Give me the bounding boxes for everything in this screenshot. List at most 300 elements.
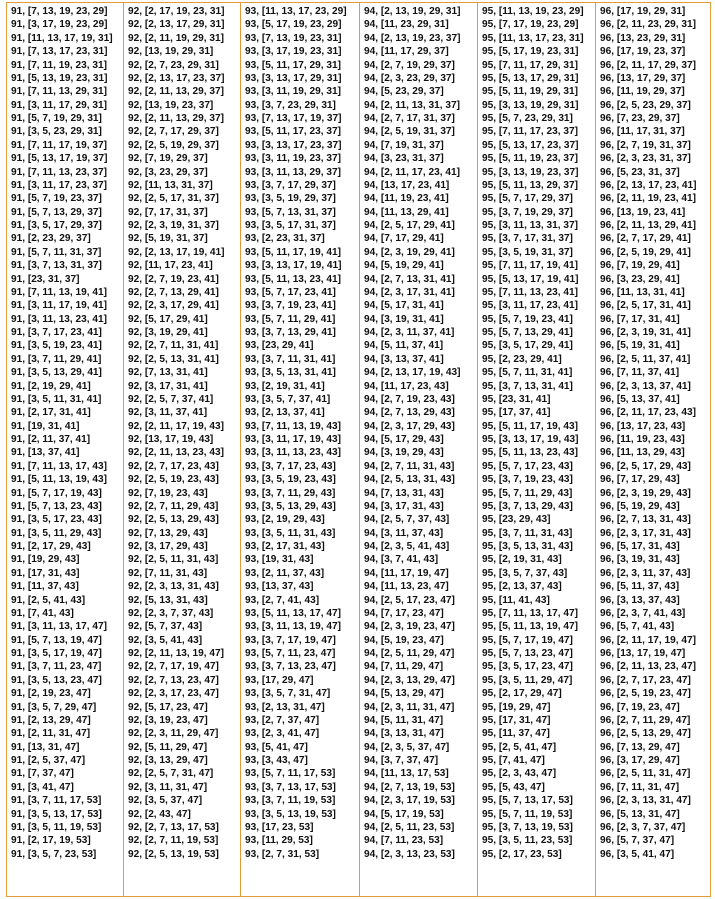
table-entry: 92, [2, 13, 17, 19, 41] [128, 246, 225, 258]
table-entry: 93, [7, 13, 17, 19, 37] [245, 113, 342, 124]
table-entry: 91, [5, 7, 19, 23, 37] [11, 193, 102, 205]
table-entry: 92, [2, 5, 19, 29, 37] [128, 139, 219, 151]
table-entry: 94, [3, 19, 29, 43] [364, 447, 444, 459]
table-entry: 92, [13, 19, 23, 37] [128, 99, 214, 111]
table-entry: 96, [2, 7, 17, 29, 41] [600, 233, 691, 245]
table-entry: 94, [2, 3, 17, 29, 43] [364, 420, 455, 432]
table-entry: 96, [2, 5, 11, 31, 47] [600, 768, 691, 780]
table-entry: 92, [3, 19, 29, 41] [128, 327, 208, 338]
table-entry: 95, [3, 13, 19, 23, 37] [482, 166, 579, 178]
table-entry: 96, [3, 17, 29, 47] [600, 755, 680, 766]
table-entry: 91, [3, 5, 13, 29, 41] [11, 367, 102, 379]
table-entry: 94, [2, 3, 23, 29, 37] [364, 72, 455, 84]
table-entry: 94, [2, 5, 7, 37, 43] [364, 514, 450, 526]
table-entry: 92, [2, 5, 13, 19, 53] [128, 848, 219, 860]
table-entry: 94, [2, 11, 13, 31, 37] [364, 99, 460, 111]
table-entry: 94, [2, 3, 17, 19, 53] [364, 795, 455, 807]
table-entry: 92, [13, 17, 19, 43] [128, 434, 214, 445]
table-entry: 94, [2, 3, 17, 31, 41] [364, 286, 455, 298]
table-entry: 91, [19, 31, 41] [11, 420, 80, 432]
table-entry: 96, [2, 11, 13, 23, 47] [600, 661, 696, 673]
table-entry: 91, [3, 5, 13, 17, 53] [11, 808, 102, 820]
table-entry: 94, [2, 7, 11, 31, 43] [364, 460, 455, 472]
table-entry: 96, [5, 11, 37, 43] [600, 581, 680, 593]
table-entry: 94, [5, 17, 19, 53] [364, 808, 444, 820]
table-entry: 93, [3, 7, 11, 19, 53] [245, 795, 336, 807]
table-entry: 92, [2, 5, 17, 31, 37] [128, 193, 219, 205]
table-entry: 96, [7, 11, 31, 47] [600, 781, 680, 793]
table-entry: 96, [7, 13, 29, 47] [600, 741, 680, 753]
table-entry: 93, [3, 7, 19, 23, 41] [245, 300, 336, 312]
table-entry: 96, [11, 19, 23, 43] [600, 434, 685, 445]
table-entry: 93, [5, 17, 19, 23, 29] [245, 19, 342, 31]
table-entry: 92, [2, 7, 17, 23, 43] [128, 460, 219, 472]
table-entry: 96, [2, 5, 11, 37, 41] [600, 353, 691, 365]
table-entry: 91, [3, 41, 47] [11, 781, 74, 793]
table-entry: 96, [3, 5, 41, 47] [600, 848, 675, 860]
table-entry: 94, [3, 17, 31, 43] [364, 500, 444, 512]
table-entry: 92, [2, 43, 47] [128, 808, 191, 820]
table-entry: 96, [2, 13, 17, 23, 41] [600, 179, 697, 191]
table-entry: 93, [13, 37, 43] [245, 581, 314, 593]
table-entry: 91, [3, 7, 11, 29, 41] [11, 353, 102, 365]
table-entry: 94, [2, 5, 19, 31, 37] [364, 126, 455, 138]
table-entry: 92, [3, 5, 37, 47] [128, 795, 203, 807]
table-entry: 96, [7, 19, 29, 41] [600, 260, 680, 272]
table-entry: 95, [3, 7, 13, 19, 53] [482, 821, 573, 833]
table-entry: 95, [23, 29, 43] [482, 514, 551, 526]
table-entry: 92, [2, 3, 17, 23, 47] [128, 688, 219, 700]
table-entry: 92, [2, 7, 11, 31, 41] [128, 340, 219, 352]
table-entry: 93, [3, 13, 17, 23, 37] [245, 139, 342, 151]
table-entry: 95, [5, 7, 13, 17, 53] [482, 795, 573, 807]
table-entry: 92, [2, 5, 19, 23, 43] [128, 474, 219, 486]
table-entry: 96, [5, 13, 31, 47] [600, 808, 680, 820]
table-entry: 94, [2, 7, 13, 19, 53] [364, 781, 455, 793]
table-entry: 94, [11, 19, 23, 41] [364, 193, 449, 205]
table-entry: 93, [5, 7, 11, 23, 47] [245, 648, 336, 659]
prime-partition-table [6, 2, 711, 897]
table-entry: 95, [7, 11, 17, 29, 31] [482, 59, 578, 71]
table-entry: 92, [3, 17, 29, 43] [128, 541, 208, 552]
table-entry: 92, [3, 17, 31, 41] [128, 380, 208, 392]
table-entry: 95, [11, 37, 47] [482, 728, 550, 740]
table-entry: 95, [2, 23, 29, 41] [482, 353, 562, 365]
table-entry: 94, [5, 17, 31, 41] [364, 300, 444, 312]
table-entry: 91, [13, 37, 41] [11, 447, 80, 459]
table-entry: 93, [2, 13, 37, 41] [245, 407, 325, 419]
table-entry: 96, [2, 3, 23, 31, 37] [600, 153, 691, 165]
table-entry: 93, [3, 11, 13, 23, 43] [245, 447, 341, 459]
table-entry: 91, [3, 11, 17, 29, 31] [11, 99, 107, 111]
table-entry: 91, [3, 5, 13, 23, 47] [11, 674, 102, 686]
table-entry: 96, [2, 11, 19, 23, 41] [600, 193, 696, 205]
table-entry: 93, [5, 41, 47] [245, 741, 308, 753]
table-entry: 91, [7, 37, 47] [11, 768, 74, 780]
table-entry: 95, [2, 13, 37, 43] [482, 581, 562, 593]
table-entry: 95, [5, 43, 47] [482, 781, 545, 793]
table-entry: 92, [13, 19, 29, 31] [128, 46, 214, 58]
table-entry: 92, [5, 17, 29, 41] [128, 313, 208, 325]
table-entry: 92, [2, 5, 13, 29, 43] [128, 514, 219, 526]
table-entry: 94, [2, 7, 13, 29, 43] [364, 407, 455, 419]
table-entry: 94, [5, 13, 29, 47] [364, 688, 444, 700]
table-entry: 93, [3, 5, 13, 31, 41] [245, 367, 336, 379]
table-entry: 96, [2, 11, 17, 29, 37] [600, 59, 696, 71]
table-entry: 92, [2, 13, 17, 29, 31] [128, 19, 225, 31]
table-entry: 96, [3, 23, 29, 41] [600, 273, 680, 285]
table-entry: 92, [2, 7, 13, 29, 41] [128, 286, 219, 298]
table-entry: 92, [2, 3, 19, 31, 37] [128, 220, 219, 231]
table-entry: 95, [2, 3, 43, 47] [482, 768, 557, 780]
table-entry: 91, [7, 11, 13, 23, 37] [11, 166, 107, 178]
table-entry: 93, [5, 11, 17, 23, 37] [245, 126, 341, 138]
table-entry: 93, [2, 3, 41, 47] [245, 728, 320, 740]
table-entry: 91, [3, 11, 13, 23, 41] [11, 313, 107, 325]
table-entry: 93, [5, 7, 17, 23, 41] [245, 286, 336, 298]
table-entry: 91, [7, 11, 17, 19, 37] [11, 139, 107, 151]
table-entry: 94, [7, 17, 23, 47] [364, 607, 444, 619]
table-entry: 91, [3, 7, 11, 23, 47] [11, 661, 102, 673]
column-94 [360, 3, 478, 896]
table-entry: 95, [3, 7, 19, 29, 37] [482, 206, 573, 218]
table-entry: 96, [2, 7, 17, 23, 47] [600, 674, 691, 686]
table-entry: 93, [3, 7, 11, 29, 43] [245, 487, 336, 499]
table-entry: 91, [3, 5, 19, 23, 41] [11, 340, 102, 352]
table-entry: 94, [5, 19, 23, 47] [364, 634, 444, 646]
table-entry: 94, [7, 13, 31, 43] [364, 487, 444, 499]
table-entry: 96, [5, 17, 31, 43] [600, 541, 680, 552]
table-entry: 96, [2, 5, 17, 31, 41] [600, 300, 691, 312]
table-entry: 92, [2, 7, 23, 29, 31] [128, 59, 219, 71]
table-entry: 92, [7, 19, 23, 43] [128, 487, 208, 499]
table-entry: 95, [3, 13, 17, 19, 43] [482, 434, 579, 445]
table-entry: 96, [2, 3, 19, 31, 41] [600, 327, 691, 338]
table-entry: 95, [11, 13, 17, 23, 31] [482, 32, 584, 44]
table-entry: 94, [2, 7, 17, 31, 37] [364, 113, 455, 124]
table-entry: 93, [3, 11, 13, 19, 47] [245, 621, 341, 633]
table-entry: 94, [2, 13, 19, 29, 31] [364, 6, 461, 17]
table-entry: 92, [2, 11, 19, 29, 31] [128, 32, 224, 44]
table-entry: 96, [3, 19, 31, 43] [600, 554, 680, 566]
table-entry: 96, [5, 7, 37, 47] [600, 835, 675, 847]
table-entry: 92, [2, 3, 11, 29, 47] [128, 728, 219, 740]
table-entry: 93, [2, 19, 31, 41] [245, 380, 325, 392]
table-entry: 94, [11, 13, 29, 41] [364, 206, 449, 218]
table-entry: 96, [7, 19, 23, 47] [600, 701, 680, 713]
table-entry: 95, [5, 11, 13, 29, 37] [482, 179, 578, 191]
table-entry: 96, [13, 17, 29, 37] [600, 72, 686, 84]
table-entry: 96, [13, 19, 23, 41] [600, 206, 686, 218]
table-entry: 94, [2, 5, 11, 23, 53] [364, 821, 455, 833]
table-entry: 91, [2, 19, 29, 41] [11, 380, 91, 392]
table-entry: 93, [3, 43, 47] [245, 755, 308, 766]
table-entry: 96, [7, 11, 37, 41] [600, 367, 680, 379]
table-entry: 96, [7, 23, 29, 37] [600, 113, 680, 124]
table-entry: 91, [7, 41, 43] [11, 607, 74, 619]
table-entry: 95, [5, 7, 19, 23, 41] [482, 313, 573, 325]
table-entry: 92, [2, 7, 13, 17, 53] [128, 821, 219, 833]
table-entry: 93, [3, 5, 13, 29, 43] [245, 500, 336, 512]
table-entry: 95, [2, 17, 29, 47] [482, 688, 562, 700]
table-entry: 94, [2, 3, 5, 37, 47] [364, 741, 450, 753]
table-entry: 92, [7, 11, 31, 43] [128, 567, 208, 579]
table-entry: 96, [2, 5, 19, 29, 41] [600, 246, 691, 258]
table-entry: 94, [2, 5, 13, 31, 43] [364, 474, 455, 486]
table-entry: 95, [3, 7, 13, 29, 43] [482, 500, 573, 512]
table-entry: 95, [5, 7, 23, 29, 31] [482, 113, 573, 124]
table-entry: 94, [5, 11, 31, 47] [364, 714, 444, 726]
column-95 [478, 3, 596, 896]
table-entry: 91, [2, 5, 37, 47] [11, 755, 86, 766]
table-entry: 96, [11, 13, 29, 43] [600, 447, 685, 459]
table-entry: 95, [3, 5, 17, 23, 47] [482, 661, 573, 673]
table-entry: 91, [2, 19, 23, 47] [11, 688, 91, 700]
table-entry: 91, [5, 7, 13, 23, 43] [11, 500, 102, 512]
table-entry: 92, [2, 11, 13, 23, 43] [128, 447, 224, 459]
table-entry: 92, [11, 17, 23, 41] [128, 260, 213, 272]
table-entry: 91, [3, 5, 7, 29, 47] [11, 701, 97, 713]
table-entry: 94, [3, 13, 31, 47] [364, 728, 444, 740]
table-entry: 94, [7, 11, 23, 53] [364, 835, 444, 847]
table-entry: 95, [2, 5, 41, 47] [482, 741, 557, 753]
table-entry: 92, [5, 13, 31, 43] [128, 594, 208, 606]
table-entry: 95, [3, 7, 17, 31, 37] [482, 233, 573, 245]
table-entry: 94, [2, 3, 5, 41, 43] [364, 541, 450, 552]
table-entry: 91, [23, 31, 37] [11, 273, 80, 285]
table-entry: 94, [2, 5, 17, 23, 47] [364, 594, 455, 606]
table-entry: 93, [17, 23, 53] [245, 821, 314, 833]
table-entry: 92, [2, 11, 13, 29, 37] [128, 113, 224, 124]
table-entry: 92, [2, 13, 17, 23, 37] [128, 72, 225, 84]
table-entry: 95, [17, 31, 47] [482, 714, 551, 726]
table-entry: 93, [5, 7, 11, 29, 41] [245, 313, 336, 325]
table-entry: 96, [13, 23, 29, 31] [600, 32, 686, 44]
table-entry: 91, [11, 37, 43] [11, 581, 79, 593]
table-entry: 95, [2, 19, 31, 43] [482, 554, 562, 566]
table-entry: 94, [11, 17, 19, 47] [364, 567, 449, 579]
table-entry: 92, [2, 7, 11, 29, 43] [128, 500, 219, 512]
table-entry: 96, [2, 3, 13, 37, 41] [600, 380, 691, 392]
table-entry: 93, [3, 17, 19, 23, 31] [245, 46, 342, 58]
table-entry: 93, [3, 13, 17, 19, 41] [245, 260, 342, 272]
table-entry: 93, [5, 11, 17, 19, 41] [245, 246, 341, 258]
table-entry: 96, [5, 13, 37, 41] [600, 393, 680, 405]
table-entry: 91, [7, 11, 19, 23, 31] [11, 59, 107, 71]
table-entry: 95, [5, 7, 11, 31, 41] [482, 367, 573, 379]
table-entry: 93, [11, 13, 17, 23, 29] [245, 6, 347, 17]
table-entry: 96, [2, 7, 19, 31, 37] [600, 139, 691, 151]
table-entry: 95, [17, 37, 41] [482, 407, 551, 419]
table-entry: 91, [5, 7, 13, 29, 37] [11, 206, 102, 218]
table-entry: 94, [2, 3, 11, 31, 47] [364, 701, 455, 713]
table-entry: 91, [5, 7, 11, 31, 37] [11, 246, 102, 258]
table-entry: 91, [3, 5, 17, 23, 43] [11, 514, 102, 526]
table-entry: 91, [3, 11, 13, 17, 47] [11, 621, 107, 633]
table-entry: 96, [7, 17, 29, 43] [600, 474, 680, 486]
table-entry: 91, [7, 11, 13, 19, 41] [11, 286, 107, 298]
table-entry: 94, [2, 3, 19, 23, 47] [364, 621, 455, 633]
table-entry: 93, [5, 7, 11, 17, 53] [245, 768, 336, 780]
table-entry: 95, [7, 11, 13, 17, 47] [482, 607, 578, 619]
table-entry: 91, [2, 11, 31, 47] [11, 728, 91, 740]
table-entry: 94, [3, 11, 37, 43] [364, 527, 444, 539]
table-entry: 91, [5, 13, 19, 23, 31] [11, 72, 108, 84]
table-entry: 96, [13, 17, 23, 43] [600, 420, 686, 432]
table-entry: 91, [7, 11, 13, 17, 43] [11, 460, 107, 472]
table-entry: 93, [5, 7, 13, 31, 37] [245, 206, 336, 218]
table-entry: 96, [2, 11, 13, 29, 41] [600, 220, 696, 231]
table-entry: 94, [2, 3, 13, 29, 47] [364, 674, 455, 686]
table-entry: 93, [23, 29, 41] [245, 340, 314, 352]
table-entry: 91, [7, 11, 13, 29, 31] [11, 86, 107, 98]
table-entry: 95, [3, 5, 13, 31, 43] [482, 541, 573, 552]
table-entry: 91, [2, 13, 29, 47] [11, 714, 91, 726]
table-entry: 95, [5, 7, 17, 19, 47] [482, 634, 573, 646]
table-entry: 94, [2, 11, 17, 23, 41] [364, 166, 460, 178]
table-entry: 95, [3, 5, 11, 23, 53] [482, 835, 573, 847]
table-entry: 91, [3, 5, 11, 19, 53] [11, 821, 102, 833]
table-entry: 96, [17, 19, 23, 37] [600, 46, 686, 58]
table-entry: 91, [13, 31, 47] [11, 741, 80, 753]
table-entry: 95, [5, 7, 11, 19, 53] [482, 808, 573, 820]
table-entry: 93, [3, 5, 19, 23, 43] [245, 474, 336, 486]
table-entry: 92, [3, 11, 31, 47] [128, 781, 208, 793]
table-entry: 96, [5, 23, 31, 37] [600, 166, 680, 178]
table-entry: 92, [2, 3, 7, 37, 43] [128, 607, 214, 619]
table-entry: 95, [7, 41, 47] [482, 755, 545, 766]
table-entry: 95, [7, 11, 17, 19, 41] [482, 260, 578, 272]
table-entry: 91, [3, 7, 11, 17, 53] [11, 795, 102, 807]
table-entry: 93, [5, 11, 17, 29, 31] [245, 59, 341, 71]
table-entry: 95, [23, 31, 41] [482, 393, 551, 405]
table-entry: 94, [11, 13, 23, 47] [364, 581, 449, 593]
table-entry: 96, [2, 3, 11, 37, 43] [600, 567, 691, 579]
table-entry: 92, [7, 13, 31, 41] [128, 367, 208, 379]
table-entry: 93, [2, 11, 37, 43] [245, 567, 325, 579]
table-entry: 95, [3, 7, 11, 31, 43] [482, 527, 573, 539]
table-entry: 96, [2, 5, 23, 29, 37] [600, 99, 691, 111]
table-entry: 93, [3, 7, 11, 31, 41] [245, 353, 336, 365]
table-entry: 91, [3, 5, 11, 29, 43] [11, 527, 102, 539]
table-entry: 95, [3, 7, 13, 31, 41] [482, 380, 573, 392]
table-entry: 94, [3, 23, 31, 37] [364, 153, 444, 165]
table-entry: 93, [2, 7, 31, 53] [245, 848, 320, 860]
table-entry: 94, [11, 17, 23, 43] [364, 380, 449, 392]
table-entry: 95, [2, 17, 23, 53] [482, 848, 562, 860]
table-entry: 94, [7, 11, 29, 47] [364, 661, 444, 673]
table-entry: 92, [2, 3, 13, 31, 43] [128, 581, 219, 593]
table-entry: 91, [2, 5, 41, 43] [11, 594, 86, 606]
table-entry: 92, [7, 13, 29, 43] [128, 527, 208, 539]
table-entry: 96, [13, 17, 19, 47] [600, 648, 686, 659]
table-entry: 92, [11, 13, 31, 37] [128, 179, 213, 191]
table-entry: 96, [17, 19, 29, 31] [600, 6, 686, 17]
table-entry: 96, [2, 3, 19, 29, 43] [600, 487, 691, 499]
table-entry: 91, [3, 11, 17, 19, 41] [11, 300, 107, 312]
table-entry: 94, [5, 11, 37, 41] [364, 340, 444, 352]
table-entry: 93, [7, 11, 13, 19, 43] [245, 420, 341, 432]
table-entry: 94, [5, 23, 29, 37] [364, 86, 444, 98]
table-entry: 92, [3, 5, 41, 43] [128, 634, 203, 646]
table-entry: 95, [5, 7, 13, 29, 41] [482, 327, 573, 338]
table-entry: 92, [2, 5, 13, 31, 41] [128, 353, 219, 365]
table-entry: 93, [3, 11, 19, 29, 31] [245, 86, 341, 98]
table-entry: 92, [7, 17, 31, 37] [128, 206, 208, 218]
table-entry: 92, [2, 7, 19, 23, 41] [128, 273, 219, 285]
table-entry: 91, [3, 5, 17, 19, 47] [11, 648, 102, 659]
table-entry: 95, [3, 7, 19, 23, 43] [482, 474, 573, 486]
table-entry: 94, [3, 7, 37, 47] [364, 755, 439, 766]
table-entry: 92, [3, 11, 37, 41] [128, 407, 208, 419]
table-entry: 91, [5, 7, 13, 19, 47] [11, 634, 102, 646]
table-entry: 96, [2, 5, 13, 29, 47] [600, 728, 691, 740]
table-entry: 94, [2, 13, 17, 19, 43] [364, 367, 461, 379]
table-entry: 92, [5, 11, 29, 47] [128, 741, 208, 753]
table-entry: 94, [11, 23, 29, 31] [364, 19, 449, 31]
table-entry: 96, [2, 3, 7, 41, 43] [600, 607, 686, 619]
table-entry: 92, [2, 5, 7, 37, 41] [128, 393, 214, 405]
table-entry: 93, [3, 11, 13, 29, 37] [245, 166, 341, 178]
table-entry: 92, [2, 11, 17, 19, 43] [128, 420, 224, 432]
table-entry: 93, [2, 23, 31, 37] [245, 233, 325, 245]
table-entry: 92, [2, 5, 7, 31, 47] [128, 768, 214, 780]
table-entry: 93, [3, 7, 13, 23, 47] [245, 661, 336, 673]
table-entry: 96, [5, 19, 29, 43] [600, 500, 680, 512]
table-entry: 92, [5, 7, 37, 43] [128, 621, 203, 633]
table-entry: 93, [3, 11, 19, 23, 37] [245, 153, 341, 165]
table-entry: 96, [5, 19, 31, 41] [600, 340, 680, 352]
table-entry: 91, [3, 17, 19, 23, 29] [11, 19, 108, 31]
table-entry: 96, [2, 3, 7, 37, 47] [600, 821, 686, 833]
table-entry: 91, [2, 23, 29, 37] [11, 233, 91, 245]
table-entry: 91, [5, 7, 17, 19, 43] [11, 487, 102, 499]
table-entry: 95, [5, 17, 19, 23, 31] [482, 46, 579, 58]
table-entry: 95, [19, 29, 47] [482, 701, 551, 713]
table-entry: 93, [2, 17, 31, 43] [245, 541, 325, 552]
table-entry: 95, [5, 13, 17, 23, 37] [482, 139, 579, 151]
table-entry: 96, [2, 5, 19, 23, 47] [600, 688, 691, 700]
table-entry: 92, [2, 11, 13, 19, 47] [128, 648, 224, 659]
table-entry: 93, [3, 5, 11, 31, 43] [245, 527, 336, 539]
table-entry: 95, [11, 41, 43] [482, 594, 550, 606]
table-entry: 94, [2, 3, 11, 37, 41] [364, 327, 455, 338]
table-entry: 96, [5, 7, 41, 43] [600, 621, 675, 633]
table-entry: 92, [2, 17, 19, 23, 31] [128, 6, 225, 17]
table-entry: 91, [3, 11, 17, 23, 37] [11, 179, 107, 191]
table-entry: 95, [11, 13, 19, 23, 29] [482, 6, 584, 17]
table-entry: 92, [3, 19, 23, 47] [128, 714, 208, 726]
table-entry: 92, [2, 5, 11, 31, 43] [128, 554, 219, 566]
table-entry: 91, [2, 11, 37, 41] [11, 434, 91, 445]
table-entry: 94, [2, 3, 19, 29, 41] [364, 246, 455, 258]
table-entry: 93, [2, 7, 37, 47] [245, 714, 320, 726]
table-entry: 95, [7, 11, 17, 23, 37] [482, 126, 578, 138]
table-entry: 93, [3, 7, 17, 23, 43] [245, 460, 336, 472]
table-entry: 95, [3, 11, 13, 31, 37] [482, 220, 578, 231]
table-entry: 95, [5, 11, 13, 19, 47] [482, 621, 578, 633]
table-entry: 94, [2, 5, 17, 29, 41] [364, 220, 455, 231]
table-entry: 95, [5, 7, 17, 29, 37] [482, 193, 573, 205]
table-entry: 94, [2, 5, 11, 29, 47] [364, 648, 455, 659]
table-entry: 95, [5, 13, 17, 19, 41] [482, 273, 579, 285]
table-entry: 93, [19, 31, 43] [245, 554, 314, 566]
table-entry: 94, [2, 7, 19, 23, 43] [364, 393, 455, 405]
table-entry: 93, [3, 7, 17, 29, 37] [245, 179, 336, 191]
table-entry: 93, [3, 7, 23, 29, 31] [245, 99, 336, 111]
table-entry: 93, [3, 7, 13, 29, 41] [245, 327, 336, 338]
table-entry: 94, [2, 7, 13, 31, 41] [364, 273, 455, 285]
